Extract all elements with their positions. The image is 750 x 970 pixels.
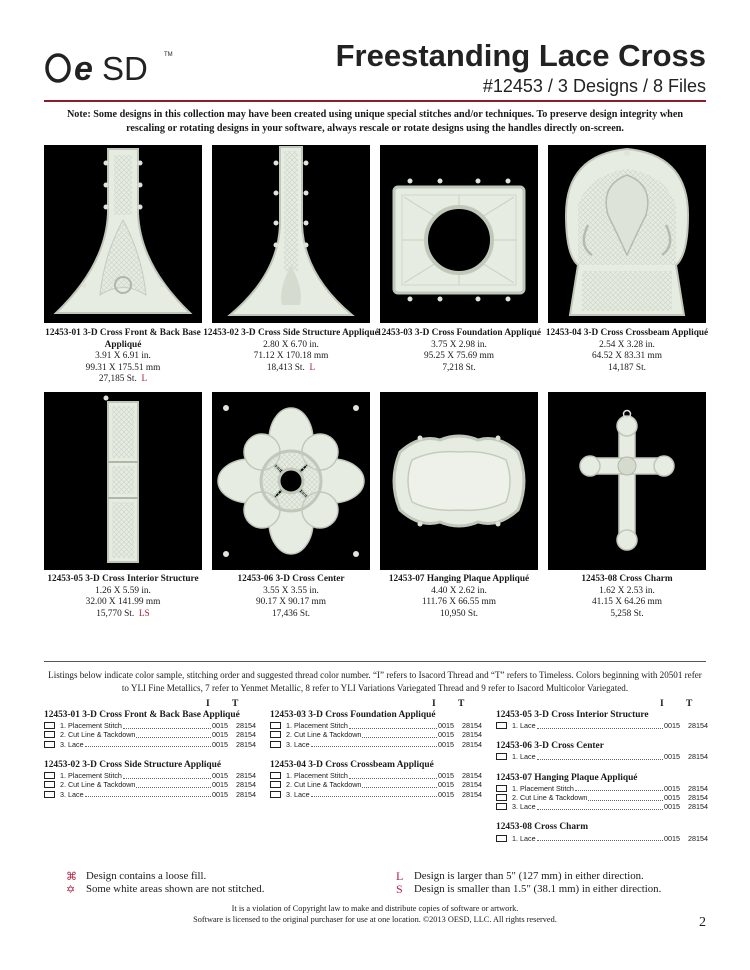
design-caption-04 [538,328,716,374]
oesd-logo-mark [44,44,184,86]
legend-left [66,870,264,896]
cross-front-back-base-lace-icon [44,145,202,323]
listing-row [270,730,482,739]
design-mm: 95.25 X 75.69 mm [424,351,494,362]
column-header [660,699,712,709]
timeless-number: 28154 [462,771,482,781]
design-mm: 71.12 X 170.18 mm [253,351,329,362]
step-label: 2. Cut Line & Tackdown [512,793,588,803]
listing-row [44,721,256,730]
design-image-01 [44,145,202,323]
listing-group [496,821,708,842]
size-flag: L [141,374,148,385]
listing-row [496,752,708,761]
design-inches: 1.62 X 2.53 in. [599,585,655,596]
column-header-i: I [432,699,436,709]
leader-dots [123,773,211,779]
design-inches: 3.55 X 3.55 in. [263,585,319,596]
design-title: 12453-02 3-D Cross Side Structure Appliqué [203,328,379,338]
timeless-number: 28154 [688,721,708,731]
legend-text: Design is smaller than 1.5" (38.1 mm) in either direction. [414,883,662,895]
isacord-number: 0015 [438,789,454,799]
design-caption-03 [370,328,548,374]
leader-dots [85,741,211,747]
timeless-number: 28154 [688,833,708,843]
design-image-08 [548,392,706,570]
isacord-number: 0015 [438,771,454,781]
step-label: 1. Lace [512,721,536,731]
listing-group [496,740,708,761]
step-label: 1. Placement Stitch [286,771,348,781]
design-mm: 32.00 X 141.99 mm [85,597,161,608]
isacord-number: 0015 [438,739,454,749]
design-caption-02 [202,328,380,374]
color-swatch [496,835,507,842]
color-swatch [44,791,55,798]
design-title: 12453-01 3-D Cross Front & Back Base Appliqué [45,328,201,350]
cross-center-lace-icon [212,392,370,570]
column-header-t: T [686,699,693,709]
small-flag: S [396,882,403,896]
legend-small [396,883,661,896]
listing-group [44,709,256,749]
listing-row [44,771,256,780]
isacord-number: 0015 [664,833,680,843]
color-swatch [270,772,281,779]
design-inches: 2.80 X 6.70 in. [263,339,319,350]
timeless-number: 28154 [462,780,482,790]
collection-subtitle: #12453 / 3 Designs / 8 Files [482,76,706,96]
isacord-number: 0015 [212,721,228,731]
listing-title: 12453-02 3-D Cross Side Structure Appliqué [44,759,222,770]
design-title: 12453-06 3-D Cross Center [237,574,345,584]
large-flag: L [396,869,404,883]
listing-column-2 [270,709,482,809]
listing-row [496,721,708,730]
listing-group [44,759,256,799]
copyright-line-1: It is a violation of Copyright law to make and distribute copies of software or artwork. [231,904,519,913]
legend-white-areas [66,883,264,896]
design-inches: 4.40 X 2.62 in. [431,585,487,596]
design-title: 12453-04 3-D Cross Crossbeam Appliqué [545,328,709,338]
color-swatch [496,722,507,729]
listing-title: 12453-05 3-D Cross Interior Structure [496,710,649,720]
isacord-number: 0015 [438,780,454,790]
leader-dots [123,723,211,729]
listing-row [496,793,708,802]
timeless-number: 28154 [688,793,708,803]
leader-dots [85,791,211,797]
isacord-number: 0015 [212,739,228,749]
timeless-number: 28154 [236,789,256,799]
leader-dots [311,791,437,797]
leader-dots [349,773,437,779]
step-label: 2. Cut Line & Tackdown [60,780,136,790]
step-label: 2. Cut Line & Tackdown [60,730,136,740]
column-header-t: T [458,699,465,709]
listing-note: Listings below indicate color sample, stitching order and suggested thread color number. “I” refers to Isacord Thread and “T” refers to Timeless. Colors beginning with 20501 refer to YLI Fine Metallics, 7 refer to Yenmet Metallic, 8 refer to YLI Variations Variegated Thread and 9 refer to Isacord Multicolor Variegated. [48,670,702,693]
svg-text:e: e [74,50,93,86]
timeless-number: 28154 [462,721,482,731]
listing-title: 12453-08 Cross Charm [496,822,589,833]
timeless-number: 28154 [462,730,482,740]
column-header-i: I [660,699,664,709]
design-image-04 [548,145,706,323]
section-divider [44,661,706,662]
listing-group [270,759,482,799]
listing-title: 12453-07 Hanging Plaque Appliqué [496,772,638,783]
page-number: 2 [699,915,706,930]
step-label: 3. Lace [512,802,536,812]
design-caption-07 [370,574,548,620]
step-label: 1. Lace [512,752,536,762]
cross-charm-lace-icon [548,392,706,570]
cross-interior-structure-lace-icon [44,392,202,570]
listing-title: 12453-03 3-D Cross Foundation Appliqué [270,710,436,720]
leader-dots [349,723,437,729]
design-stitches: 5,258 St. [610,608,644,619]
step-label: 1. Placement Stitch [60,721,122,731]
step-label: 1. Placement Stitch [60,771,122,781]
size-flag: LS [138,608,150,619]
isacord-number: 0015 [438,721,454,731]
color-swatch [496,753,507,760]
copyright-footer [44,903,706,925]
isacord-number: 0015 [664,752,680,762]
design-mm: 90.17 X 90.17 mm [256,597,326,608]
leader-dots [588,795,663,801]
timeless-number: 28154 [236,730,256,740]
design-stitches: 27,185 St. [98,374,137,385]
step-label: 3. Lace [286,789,310,799]
listing-row [270,780,482,789]
timeless-number: 28154 [236,780,256,790]
oesd-logo [44,44,184,86]
design-title: 12453-03 3-D Cross Foundation Appliqué [376,328,542,338]
design-image-02 [212,145,370,323]
color-swatch [496,794,507,801]
copyright-line-2: Software is licensed to the original purchaser for use at one location. ©2013 OESD, LLC. All rights reserved. [193,915,557,924]
legend-text: Some white areas shown are not stitched. [86,883,265,895]
listing-row [270,789,482,798]
design-stitches: 14,187 St. [608,362,646,373]
listing-group [270,709,482,749]
legend-loose-fill [66,870,264,883]
color-swatch [270,781,281,788]
step-label: 2. Cut Line & Tackdown [286,730,362,740]
leader-dots [362,782,437,788]
listing-column-1 [44,709,256,809]
column-header [206,699,258,709]
hanging-plaque-lace-icon [380,392,538,570]
design-inches: 2.54 X 3.28 in. [599,339,655,350]
color-swatch [270,791,281,798]
listing-title: 12453-06 3-D Cross Center [496,741,604,752]
column-header-i: I [206,699,210,709]
leader-dots [537,723,663,729]
color-swatch [44,741,55,748]
leader-dots [136,732,211,738]
isacord-number: 0015 [664,802,680,812]
design-stitch-line [202,363,380,375]
design-stitches: 17,436 St. [272,608,310,619]
legend-large [396,870,661,883]
loose-fill-icon: ⌘ [66,870,77,883]
color-swatch [270,731,281,738]
design-caption-01 [34,328,212,386]
color-swatch [44,731,55,738]
color-swatch [44,722,55,729]
listing-row [270,721,482,730]
color-swatch [44,781,55,788]
design-image-06 [212,392,370,570]
listing-group [496,772,708,812]
legend-text: Design is larger than 5" (127 mm) in either direction. [414,870,644,882]
design-stitches: 7,218 St. [442,362,476,373]
listing-row [496,802,708,811]
header-rule [44,100,706,102]
design-stitches: 10,950 St. [440,608,478,619]
listing-row [44,730,256,739]
step-label: 3. Lace [60,789,84,799]
isacord-number: 0015 [664,793,680,803]
timeless-number: 28154 [688,783,708,793]
timeless-number: 28154 [688,752,708,762]
cross-foundation-lace-icon [380,145,538,323]
color-swatch [496,785,507,792]
leader-dots [537,754,663,760]
design-stitches: 15,770 St. [96,608,135,619]
timeless-number: 28154 [688,802,708,812]
isacord-number: 0015 [664,783,680,793]
design-caption-08 [538,574,716,620]
page-title: Freestanding Lace Cross [335,38,706,73]
design-image-07 [380,392,538,570]
isacord-number: 0015 [212,730,228,740]
leader-dots [362,732,437,738]
isacord-number: 0015 [212,789,228,799]
design-mm: 99.31 X 175.51 mm [85,362,161,373]
legend-right [396,870,661,896]
leader-dots [537,804,663,810]
timeless-number: 28154 [236,721,256,731]
cross-crossbeam-lace-icon [548,145,706,323]
svg-text:TM: TM [164,52,173,58]
legend-text: Design contains a loose fill. [86,870,207,882]
leader-dots [311,741,437,747]
listing-row [270,771,482,780]
design-stitch-line [34,609,212,621]
design-mm: 41.15 X 64.26 mm [592,597,662,608]
listing-group [496,709,708,730]
listing-row [496,784,708,793]
design-caption-05 [34,574,212,620]
listing-row [496,833,708,842]
design-inches: 1.26 X 5.59 in. [95,585,151,596]
isacord-number: 0015 [212,771,228,781]
design-title: 12453-08 Cross Charm [581,574,673,584]
listing-title: 12453-01 3-D Cross Front & Back Base Appliqué [44,710,240,720]
design-title: 12453-07 Hanging Plaque Appliqué [388,574,530,584]
design-title: 12453-05 3-D Cross Interior Structure [47,574,199,584]
timeless-number: 28154 [236,771,256,781]
design-stitch-line [34,374,212,386]
isacord-number: 0015 [212,780,228,790]
design-image-05 [44,392,202,570]
color-swatch [44,772,55,779]
listing-title: 12453-04 3-D Cross Crossbeam Appliqué [270,759,434,770]
listing-row [44,789,256,798]
size-flag: L [309,362,316,373]
step-label: 1. Placement Stitch [512,783,574,793]
isacord-number: 0015 [438,730,454,740]
column-header-t: T [232,699,239,709]
listing-row [44,780,256,789]
leader-dots [136,782,211,788]
color-swatch [270,741,281,748]
step-label: 3. Lace [286,739,310,749]
color-swatch [496,803,507,810]
timeless-number: 28154 [462,789,482,799]
step-label: 3. Lace [60,739,84,749]
design-stitches: 18,413 St. [266,362,305,373]
design-image-03 [380,145,538,323]
star-icon: ✡ [66,883,76,896]
listing-row [44,740,256,749]
cross-side-structure-lace-icon [212,145,370,323]
design-caption-06 [202,574,380,620]
column-header [432,699,484,709]
timeless-number: 28154 [462,739,482,749]
design-inches: 3.91 X 6.91 in. [95,351,151,362]
timeless-number: 28154 [236,739,256,749]
color-swatch [270,722,281,729]
listing-column-3 [496,709,708,853]
step-label: 1. Lace [512,833,536,843]
step-label: 1. Placement Stitch [286,721,348,731]
design-mm: 64.52 X 83.31 mm [592,351,662,362]
design-mm: 111.76 X 66.55 mm [422,597,496,608]
leader-dots [537,835,663,841]
isacord-number: 0015 [664,721,680,731]
svg-text:SD: SD [102,50,148,86]
design-note: Note: Some designs in this collection may have been created using unique special stitches and/or techniques. To preserve design integrity when rescaling or rotating designs in your software, always rescale or rotate designs using the handles directly on-screen. [66,109,684,134]
listing-row [270,740,482,749]
leader-dots [575,785,663,791]
design-inches: 3.75 X 2.98 in. [431,339,487,350]
step-label: 2. Cut Line & Tackdown [286,780,362,790]
